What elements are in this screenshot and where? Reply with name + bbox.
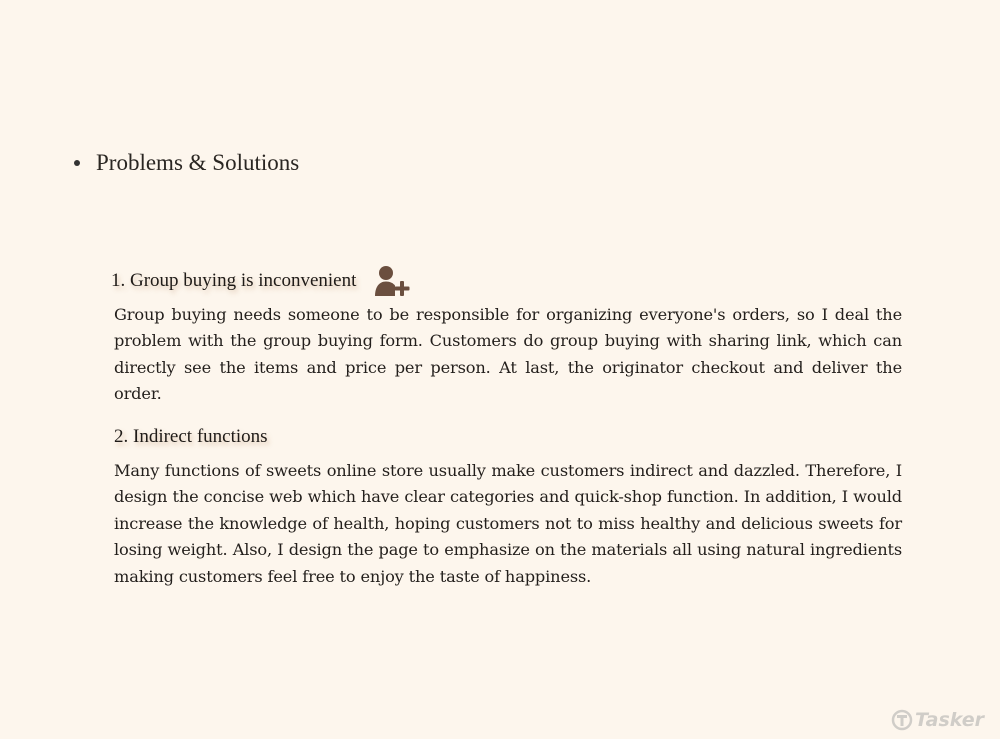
item-body: Many functions of sweets online store usually make customers indirect and dazzled. Therefore, I design the concise web which have clear categories and quick-shop function. In addition, I would increase the knowledge of health, hoping customers not to miss healthy and delicious sweets for losing weight. Also, I design the page to emphasize on the materials all using natural ingredients making customers feel free to enjoy the taste of happiness. bbox=[114, 461, 902, 586]
section-heading bbox=[74, 150, 299, 176]
section-title: Problems & Solutions bbox=[96, 150, 300, 175]
item-heading bbox=[114, 422, 902, 452]
watermark-text: Tasker bbox=[914, 709, 984, 731]
problem-item-indirect-functions bbox=[114, 422, 902, 590]
item-body: Group buying needs someone to be responsible for organizing everyone's orders, so I deal the problem with the group buying form. Customers do group buying with sharing link, which can directly see the items and price per person. At last, the originator checkout and deliver the order. bbox=[114, 305, 902, 404]
item-title: 1. Group buying is inconvenient bbox=[111, 270, 357, 291]
bullet-dot bbox=[74, 160, 80, 166]
user-add-icon bbox=[374, 264, 410, 298]
item-title: 2. Indirect functions bbox=[114, 426, 268, 447]
problem-item-group-buying bbox=[111, 266, 902, 408]
tasker-logo-icon bbox=[891, 709, 913, 731]
tasker-watermark bbox=[891, 709, 984, 731]
item-heading bbox=[111, 266, 902, 296]
